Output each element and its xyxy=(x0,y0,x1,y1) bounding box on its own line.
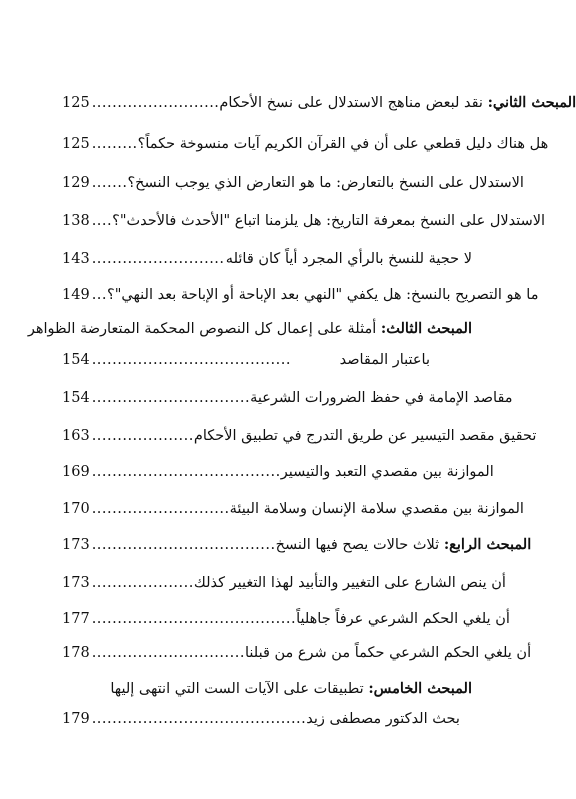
toc-entry[interactable] xyxy=(62,135,549,153)
toc-title: أن يلغي الحكم الشرعي حكماً من شرع من قبلنا xyxy=(244,645,532,661)
toc-entry[interactable] xyxy=(62,286,539,304)
page-number: 163 xyxy=(62,428,90,444)
leader-dots: ..................................... xyxy=(91,464,281,480)
page-number: 154 xyxy=(62,352,90,368)
leader-dots: ......... xyxy=(91,136,138,152)
toc-entry[interactable] xyxy=(62,610,510,628)
toc-title: أن ينص الشارع على التغيير والتأبيد لهذا التغيير كذلك xyxy=(193,575,506,591)
page-number: 170 xyxy=(62,501,90,517)
leader-dots: .................... xyxy=(91,575,194,591)
section-text: ثلاث حالات يصح فيها النسخ xyxy=(275,537,440,553)
toc-title: بحث الدكتور مصطفى زيد xyxy=(306,711,460,727)
toc-entry[interactable] xyxy=(62,212,546,230)
leader-dots: ............................... xyxy=(91,390,251,406)
toc-heading-3[interactable] xyxy=(27,320,472,338)
toc-entry[interactable] xyxy=(62,463,494,481)
leader-dots: .... xyxy=(91,213,113,229)
page-number: 138 xyxy=(62,213,90,229)
section-text: تطبيقات على الآيات الست التي انتهى إليها xyxy=(110,681,364,697)
leader-dots: ....................................... xyxy=(91,352,291,368)
page-number: 125 xyxy=(62,95,90,111)
toc-entry[interactable] xyxy=(62,351,430,369)
section-label: المبحث الخامس: xyxy=(368,680,472,697)
toc-entry[interactable] xyxy=(62,174,524,192)
page-number: 173 xyxy=(62,537,90,553)
toc-entry[interactable] xyxy=(62,644,532,662)
leader-dots: .............................. xyxy=(91,645,245,661)
toc-title: تحقيق مقصد التيسير عن طريق التدرج في تطبيق الأحكام xyxy=(193,428,537,444)
page-number: 143 xyxy=(62,251,90,267)
page-number: 169 xyxy=(62,464,90,480)
leader-dots: ........................... xyxy=(91,501,230,517)
toc-title: لا حجية للنسخ بالرأي المجرد أياً كان قائله xyxy=(225,251,472,267)
toc-title: أن يلغي الحكم الشرعي عرفاً جاهلياً xyxy=(296,611,510,627)
page-number: 179 xyxy=(62,711,90,727)
leader-dots: .......................................... xyxy=(91,711,307,727)
toc-title: ما هو التصريح بالنسخ: هل يكفي "النهي بعد الإباحة أو الإباحة بعد النهي"؟ xyxy=(107,287,539,303)
toc-entry[interactable] xyxy=(62,500,524,518)
section-text: نقد لبعض مناهج الاستدلال على نسخ الأحكام xyxy=(219,95,483,111)
page-number: 129 xyxy=(62,175,90,191)
section-label: المبحث الثالث: xyxy=(380,320,472,337)
leader-dots: ......................... xyxy=(91,95,220,111)
leader-dots: ....... xyxy=(91,175,128,191)
section-label: المبحث الثاني: xyxy=(487,94,576,111)
toc-title: الموازنة بين مقصدي التعبد والتيسير xyxy=(280,464,494,480)
page-number: 154 xyxy=(62,390,90,406)
page-number: 177 xyxy=(62,611,90,627)
leader-dots: ... xyxy=(91,287,108,303)
page-number: 178 xyxy=(62,645,90,661)
section-label: المبحث الرابع: xyxy=(443,536,532,553)
toc-title: الاستدلال على النسخ بالتعارض: ما هو التعارض الذي يوجب النسخ؟ xyxy=(127,175,524,191)
toc-title: هل هناك دليل قطعي على أن في القرآن الكريم آيات منسوخة حكماً؟ xyxy=(137,136,549,152)
leader-dots: .................... xyxy=(91,428,194,444)
toc-entry[interactable] xyxy=(62,710,460,728)
toc-title xyxy=(276,536,532,554)
toc-entry[interactable] xyxy=(62,389,513,407)
page-number: 125 xyxy=(62,136,90,152)
toc-title: الموازنة بين مقصدي سلامة الإنسان وسلامة البيئة xyxy=(229,501,524,517)
toc-heading-5[interactable] xyxy=(60,680,472,698)
toc-heading-2[interactable] xyxy=(62,94,576,112)
leader-dots: ........................................ xyxy=(91,611,297,627)
section-text: أمثلة على إعمال كل النصوص المحكمة المتعارضة الظواهر xyxy=(27,321,377,337)
toc-title: الاستدلال على النسخ بمعرفة التاريخ: هل يلزمنا اتباع "الأحدث فالأحدث"؟ xyxy=(112,213,546,229)
page-number: 173 xyxy=(62,575,90,591)
toc-entry[interactable] xyxy=(62,574,506,592)
toc-entry[interactable] xyxy=(62,427,537,445)
toc-title: باعتبار المقاصد xyxy=(339,352,430,368)
page-number: 149 xyxy=(62,287,90,303)
toc-title xyxy=(219,94,576,112)
leader-dots: .................................... xyxy=(91,537,276,553)
leader-dots: .......................... xyxy=(91,251,225,267)
toc-entry[interactable] xyxy=(62,250,472,268)
toc-heading-4[interactable] xyxy=(62,536,532,554)
toc-title: مقاصد الإمامة في حفظ الضرورات الشرعية xyxy=(250,390,513,406)
